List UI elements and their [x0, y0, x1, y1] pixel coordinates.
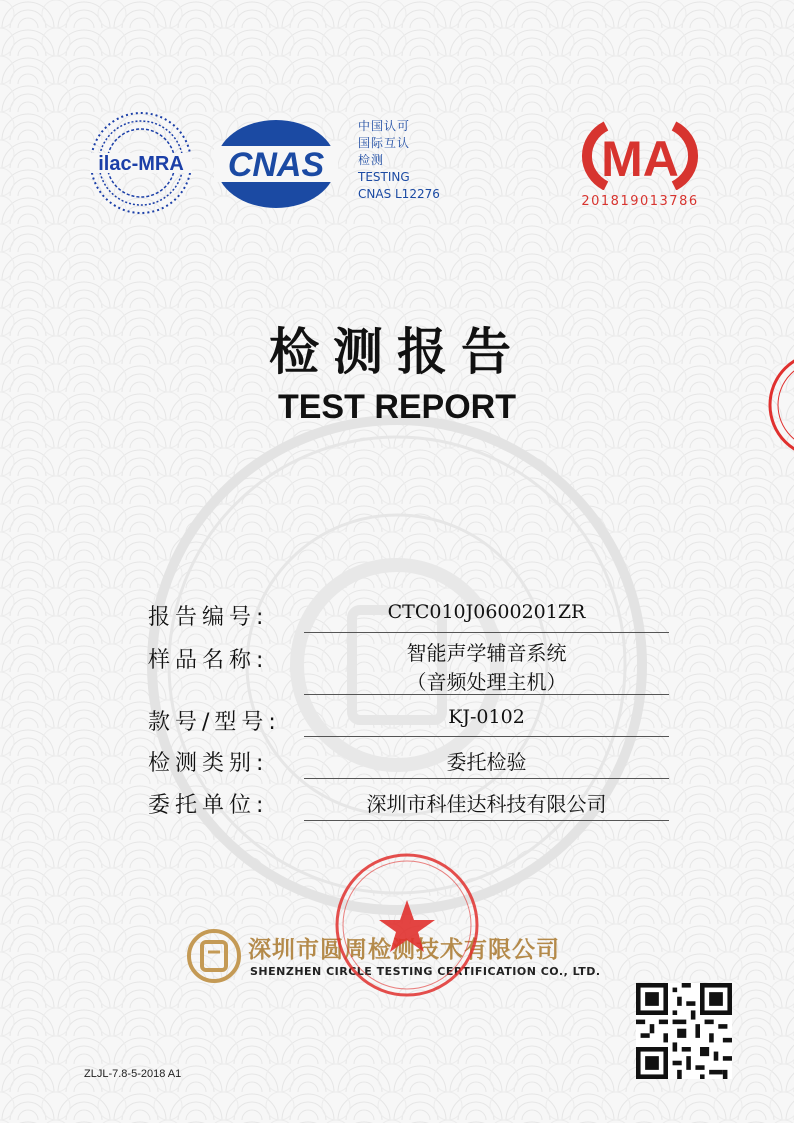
cnas-line-3: 检测: [358, 153, 385, 167]
client-value: 深圳市科佳达科技有限公司: [366, 792, 607, 816]
cnas-logo-text: CNAS: [227, 146, 325, 184]
title-english: TEST REPORT: [277, 388, 517, 426]
sample-name-label: 样品名称:: [148, 648, 269, 673]
cma-logo: [566, 118, 714, 190]
client-label: 委托单位:: [148, 793, 269, 818]
cnas-line-2: 国际互认: [358, 136, 411, 150]
company-logo: [186, 928, 242, 984]
company-seal: [334, 852, 480, 998]
cnas-line-4: TESTING: [358, 170, 410, 184]
ilac-logo-text: ilac-MRA: [98, 153, 184, 175]
cnas-logo: [214, 118, 338, 210]
company-name-chinese: 深圳市圆周检测技术有限公司: [248, 937, 560, 963]
qr-code: [636, 983, 732, 1079]
cnas-line-1: 中国认可: [358, 119, 411, 133]
test-type-label: 检测类别:: [148, 751, 269, 776]
sample-name-rule: [304, 694, 669, 695]
cma-logo-text: MA: [601, 131, 679, 187]
model-rule: [304, 736, 669, 737]
sample-name-value-line1: 智能声学辅音系统: [406, 641, 567, 665]
client-rule: [304, 820, 669, 821]
cnas-line-5: CNAS L12276: [358, 187, 440, 201]
report-number-value: CTC010J0600201ZR: [387, 601, 586, 623]
report-number-rule: [304, 632, 669, 633]
cma-number: 201819013786: [581, 194, 699, 209]
sample-name-value-line2: （音频处理主机）: [406, 670, 567, 694]
model-label: 款号/型号:: [148, 710, 281, 735]
star-icon: [379, 900, 435, 952]
model-value: KJ-0102: [448, 706, 525, 728]
test-type-rule: [304, 778, 669, 779]
company-name-english: SHENZHEN CIRCLE TESTING CERTIFICATION CO., LTD.: [250, 965, 601, 978]
cnas-accreditation-text: [358, 118, 440, 203]
test-type-value: 委托检验: [446, 750, 527, 774]
report-number-label: 报告编号:: [148, 605, 269, 630]
document-code: ZLJL-7.8-5-2018 A1: [84, 1068, 182, 1080]
title-chinese: 检测报告: [269, 323, 525, 381]
ilac-mra-logo: [86, 108, 196, 218]
